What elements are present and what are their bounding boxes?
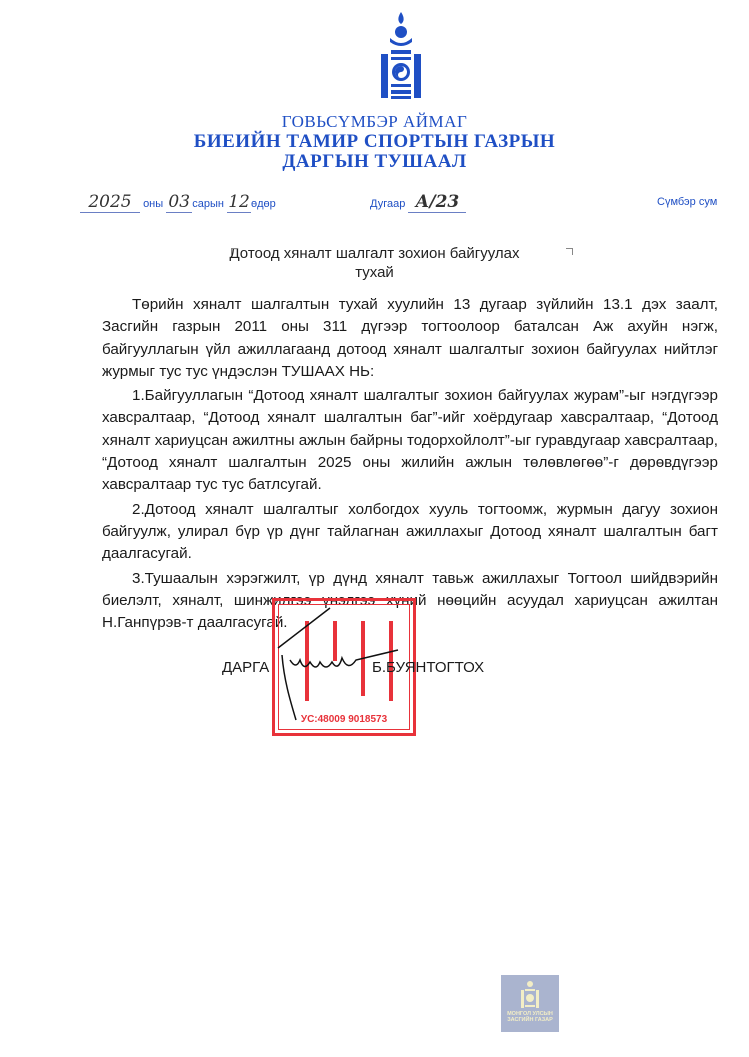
header-organization: БИЕИЙН ТАМИР СПОРТЫН ГАЗРЫН: [193, 131, 556, 152]
header-province: ГОВЬСҮМБЭР АЙМАГ: [281, 112, 468, 131]
place: Сүмбэр сум: [657, 196, 718, 208]
number-label: Дугаар: [370, 198, 406, 210]
order-item-1: 1.Байгууллагын “Дотоод хяналт шалгалтыг зохион байгуулах журам”-ыг нэгдүгээр хавсралтаар, “Дотоод хяналт шалгалтын баг”-ийг хоёрдугаар хавсралтаар, “Дотоод хяналт хариуцсан ажилтны ажлын байрны тодорхойлолт”-ыг гуравдугаар хавсралтаар, “Дотоод хяналт шалгалтын 2025 оны жилийн ажлын төлөвлөгөө”-г дөрөвдүгээр хавсралтаар тус тус батлсугай.: [102, 387, 718, 494]
document-number: А/23: [408, 192, 466, 213]
date-month: 03: [166, 192, 192, 213]
title-line-1: Дотоод хяналт шалгалт зохион байгуулах: [229, 245, 520, 262]
government-logo: [501, 975, 559, 1032]
date-field: [80, 192, 276, 213]
footer-logo-line-2: ЗАСГИЙН ГАЗАР: [507, 1017, 553, 1023]
date-year: 2025: [80, 192, 140, 213]
preamble-paragraph: Төрийн хяналт шалгалтын тухай хуулийн 13 дугаар зүйлийн 13.1 дэх заалт, Засгийн газрын 2011 оны 311 дүгээр тогтоолоор баталсан Аж ахуйн нэгж, байгууллагын үйл ажиллагаанд дотоод хяналт шалгалтыг зохион байгуулах нийтлэг журмыг тус тус үндэслэн ТУШААХ НЬ:: [102, 296, 718, 380]
document-number-field: [370, 192, 466, 213]
soyombo-small-icon: [520, 979, 540, 1009]
document-title: [0, 244, 749, 282]
date-day-suffix: өдөр: [251, 198, 276, 210]
signer-position: ДАРГА: [222, 659, 270, 676]
soyombo-emblem-icon: [378, 10, 424, 102]
header-document-type: ДАРГЫН ТУШААЛ: [282, 151, 467, 172]
order-item-3: 3.Тушаалын хэрэгжилт, үр дүнд хяналт тавьж ажиллахыг Тогтоол шийдвэрийн биелэлт, хяналт, шинжилгээ үнэлгээ хүний нөөцийн асуудал хариуцсан ажилтан Н.Ганпүрэв-т даалгасугай.: [102, 569, 718, 632]
handwritten-signature-icon: [270, 600, 410, 730]
signer-name: Б.БУЯНТОГТОХ: [372, 659, 485, 676]
date-day: 12: [228, 192, 250, 212]
title-corner-left: [231, 248, 238, 255]
date-month-suffix: сарын: [192, 198, 224, 210]
date-year-suffix: оны: [143, 198, 164, 210]
document-body: [102, 294, 718, 636]
order-item-2: 2.Дотоод хяналт шалгалтыг холбогдох хууль тогтоомж, журмын дагуу зохион байгуулж, улирал бүр үр дүнг тайлагнан ажиллахыг Дотоод хяналт шалгалтын багт даалгасугай.: [102, 500, 718, 563]
title-corner-right: [566, 248, 573, 255]
title-line-2: тухай: [355, 264, 394, 281]
footer-logo-line-1: МОНГОЛ УЛСЫН: [507, 1011, 553, 1017]
stamp-number: УС:48009 9018573: [300, 714, 388, 725]
